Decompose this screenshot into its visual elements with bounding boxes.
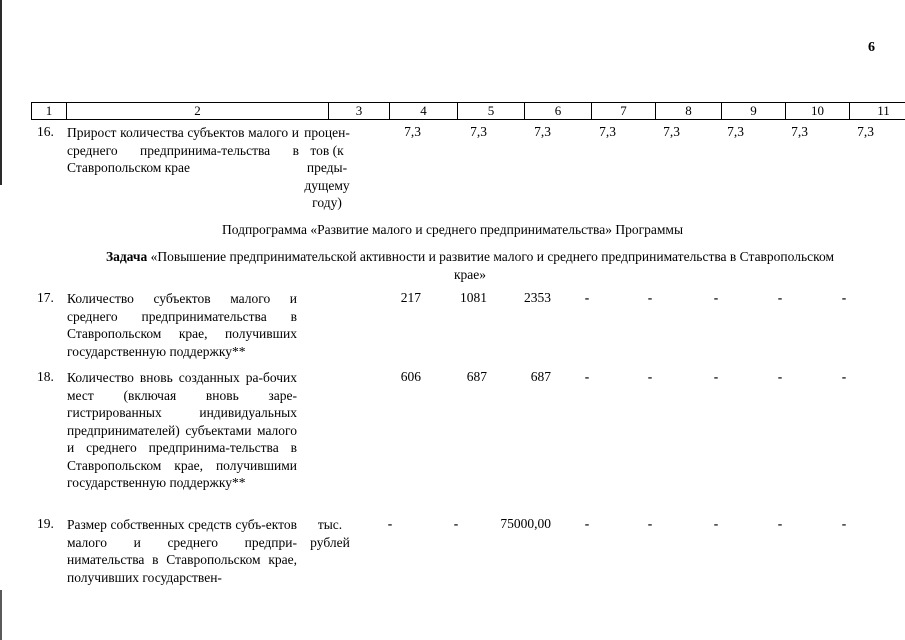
row-number: 18. bbox=[37, 369, 54, 384]
value-cell: 606 bbox=[400, 369, 421, 384]
value-cell: - bbox=[647, 290, 653, 305]
value-cell: - bbox=[841, 516, 847, 531]
header-cell: 1 bbox=[32, 103, 67, 119]
value-cell: - bbox=[777, 290, 783, 305]
task-label: Задача bbox=[105, 249, 148, 264]
row-description: Количество субъектов малого и среднего предпринимательства в Ставропольском крае, получивших государственную поддержку** bbox=[67, 291, 297, 359]
row-number: 16. bbox=[37, 124, 54, 139]
header-cell: 3 bbox=[329, 103, 390, 119]
header-cell: 10 bbox=[786, 103, 850, 119]
value-cell: - bbox=[387, 516, 393, 531]
value-cell: - bbox=[584, 516, 590, 531]
table-header-row bbox=[31, 102, 905, 120]
value-cell: 7,3 bbox=[404, 124, 421, 139]
value-cell: 687 bbox=[466, 369, 487, 384]
header-cell: 5 bbox=[458, 103, 525, 119]
value-cell: - bbox=[713, 369, 719, 384]
value-cell: 2353 bbox=[524, 290, 551, 305]
row-description: Количество вновь созданных ра-бочих мест (включая вновь заре-гистрированных индивидуальных предпринимателей) субъектами малого и среднего предпринима-тельства в Ставропольском крае, получившими государственную поддержку** bbox=[67, 370, 297, 490]
row-description: Прирост количества субъектов малого и среднего предпринима-тельства в Ставропольском крае bbox=[67, 125, 299, 175]
page-number: 6 bbox=[868, 40, 875, 55]
value-cell: - bbox=[777, 369, 783, 384]
value-cell: 7,3 bbox=[791, 124, 808, 139]
header-cell: 4 bbox=[390, 103, 458, 119]
value-cell: 217 bbox=[400, 290, 421, 305]
value-cell: 7,3 bbox=[599, 124, 616, 139]
value-cell: - bbox=[841, 369, 847, 384]
header-cell: 6 bbox=[525, 103, 592, 119]
subprogram-title: Подпрограмма «Развитие малого и среднего предпринимательства» Программы bbox=[221, 222, 684, 237]
value-cell: 75000,00 bbox=[500, 516, 551, 531]
value-cell: 7,3 bbox=[727, 124, 744, 139]
scan-edge-mark bbox=[0, 590, 2, 640]
value-cell: 7,3 bbox=[857, 124, 874, 139]
value-cell: - bbox=[713, 290, 719, 305]
value-cell: - bbox=[453, 516, 459, 531]
task-heading bbox=[100, 248, 840, 283]
row-unit: процен-тов (к преды-дущему году) bbox=[304, 125, 350, 210]
task-text: «Повышение предпринимательской активности и развитие малого и среднего предпринимательства в Ставропольском крае» bbox=[150, 249, 835, 282]
scan-edge-mark bbox=[0, 0, 2, 185]
row-number: 17. bbox=[37, 290, 54, 305]
header-cell: 9 bbox=[722, 103, 786, 119]
value-cell: 7,3 bbox=[534, 124, 551, 139]
value-cell: - bbox=[841, 290, 847, 305]
row-description: Размер собственных средств субъ-ектов малого и среднего предпри-нимательства в Ставропольском крае, получивших государствен- bbox=[67, 517, 297, 585]
value-cell: 7,3 bbox=[470, 124, 487, 139]
value-cell: 1081 bbox=[460, 290, 487, 305]
value-cell: - bbox=[647, 369, 653, 384]
value-cell: - bbox=[647, 516, 653, 531]
header-cell: 2 bbox=[67, 103, 329, 119]
value-cell: 7,3 bbox=[663, 124, 680, 139]
value-cell: 687 bbox=[530, 369, 551, 384]
row-unit: тыс. рублей bbox=[310, 517, 350, 550]
header-cell: 7 bbox=[592, 103, 656, 119]
value-cell: - bbox=[777, 516, 783, 531]
row-number: 19. bbox=[37, 516, 54, 531]
header-cell: 11 bbox=[850, 103, 905, 119]
value-cell: - bbox=[713, 516, 719, 531]
value-cell: - bbox=[584, 290, 590, 305]
value-cell: - bbox=[584, 369, 590, 384]
header-cell: 8 bbox=[656, 103, 722, 119]
